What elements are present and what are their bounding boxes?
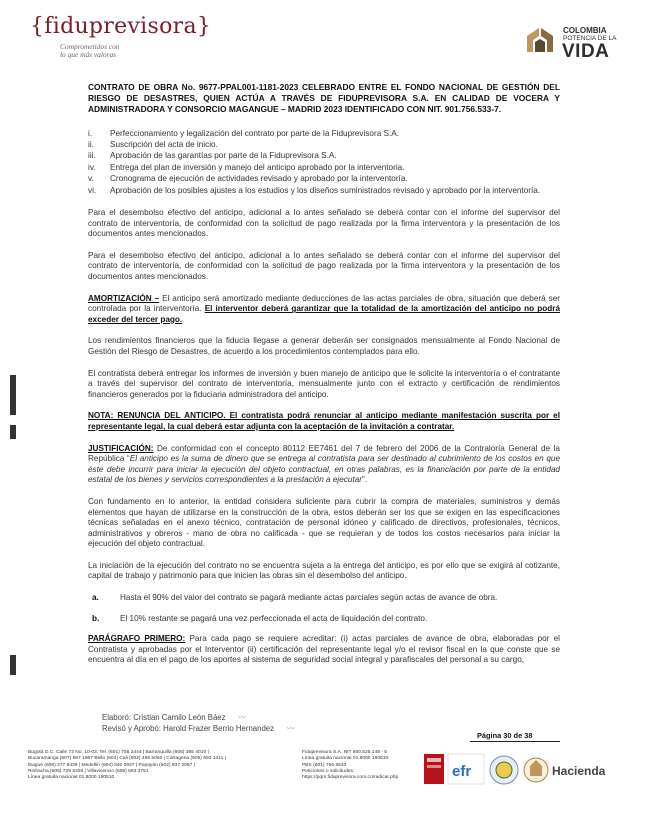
signature-icon: 〰 bbox=[286, 724, 295, 733]
margin-stamp bbox=[10, 655, 16, 675]
list-item: b. El 10% restante se pagará una vez perfeccionada el acta de liquidación del contrato. bbox=[92, 613, 428, 623]
list-item: v. Cronograma de ejecución de actividades revisado y aprobado por la interventoría. bbox=[88, 174, 408, 184]
amortization-paragraph: AMORTIZACIÓN – El anticipo será amortizado mediante deducciones de las actas parciales de obra, situación que deberá ser controlada por la interventoría. El interventor deberá garantizar que la totalidad de la amortización del anticipo no podrá exceder del tercer pago. bbox=[88, 293, 560, 324]
colombia-mark-icon bbox=[525, 26, 555, 56]
list-item: i. Perfeccionamiento y legalización del contrato por parte de la Fiduprevisora S.A. bbox=[88, 128, 399, 138]
elaboro-line: Elaboró: Cristian Camilo León Báez 〰 bbox=[102, 713, 246, 722]
paragraph: Los rendimientos financieros que la fiducia llegase a generar deberán ser consignados mensualmente al Fondo Nacional de Gestión del Riesgo de Desastres, de acuerdo a los procedimientos contemplados para ello. bbox=[88, 336, 560, 356]
svg-text:efr: efr bbox=[452, 763, 472, 780]
page-number: Página 30 de 38 bbox=[477, 731, 533, 740]
signature-block bbox=[102, 712, 294, 734]
certification-logos-icon bbox=[424, 752, 634, 792]
paragraph: Con fundamento en lo anterior, la entidad considera suficiente para cubrir la compra de materiales, suministros y demás elementos que hayan de utilizarse en la construcción de la obra, estos deberán ser los que se exigen en las especificaciones técnicas señaladas en el anexo técnico, contratación de personal idóneo y calificado de directivos, profesionales, técnicos, administrativos y obreros - mano de obra no calificada - que se requieran y de todos los costos necesarios para iniciar la ejecución del objeto contractual. bbox=[88, 496, 560, 549]
list-item: vi. Aprobación de los posibles ajustes a los estudios y los diseños suministrados revisado y aprobado por la interventoría. bbox=[88, 185, 541, 195]
list-item: iii. Aprobación de las garantías por parte de la Fiduprevisora S.A. bbox=[88, 151, 337, 161]
list-item: iv. Entrega del plan de inversión y manejo del anticipo aprobado por la interventoria. bbox=[88, 162, 405, 172]
document-title: CONTRATO DE OBRA No. 9677-PPAL001-1181-2023 CELEBRADO ENTRE EL FONDO NACIONAL DE GESTIÓN DEL RIESGO DE DESASTRES, QUIEN ACTÚA A TRAVÉS DE FIDUPREVISORA S.A. EN CALIDAD DE VOCERA Y ADMINISTRADORA Y CONSORCIO MAGANGUE – MADRID 2023 IDENTIFICADO CON NIT. 901.756.533-7. bbox=[88, 82, 560, 115]
paragraph: El contratista deberá entregar los informes de inversión y buen manejo de anticipo que le solicite la interventoría o el contratante a través del supervisor del contrato de interventoría, mensualmente junto con el extracto y certificación de rendimientos financieros generados por la fiduciaria administradora del anticipo. bbox=[88, 368, 560, 399]
paragraph: Para el desembolso efectivo del anticipo, adicional a lo antes señalado se deberá contar con el informe del supervisor del contrato de interventoría, de conformidad con la solicitud de pago realizada por la firma interventora y la presentación de los documentos antes mencionados. bbox=[88, 208, 560, 239]
footer-contact: Fiduprevisora S.A. NIT 860.525.148 - 5 Línea gratuita nacional 01 8000 180510 PBX (601) 756 6633 Peticiones o solicitudes: https://pqrs.fiduprevisora.com.co/radicar.php bbox=[302, 750, 399, 781]
paragraph: Para el desembolso efectivo del anticipo, adicional a lo antes señalado se deberá contar con el informe del supervisor del contrato de interventoría, de conformidad con la solicitud de pago realizada por la firma interventora y la presentación de los documentos antes mencionados. bbox=[88, 250, 560, 282]
requirements-list bbox=[88, 128, 560, 196]
justification-paragraph: JUSTIFICACIÓN: De conformidad con el concepto 80112 EE7461 del 7 de febrero del 2006 de la Contraloría General de la República “El anticipo es la suma de dinero que se entrega al contratista para ser destinado al cubrimiento de los costos en que éste debe incurrir para iniciar la ejecución del objeto contractual, en otras palabras, es la financiación por parte de la entidad estatal de los bienes y servicios correspondientes a la prestación a ejecutar”. bbox=[88, 443, 560, 485]
list-item: a. Hasta el 90% del valor del contrato se pagará mediante actas parciales según actas de avance de obra. bbox=[92, 593, 498, 603]
signature-icon: 〰 bbox=[237, 713, 246, 722]
footer-certification-logos bbox=[424, 752, 634, 792]
footer-offices: Bogotá D.C. Calle 72 No. 10-03, Tel. (601) 756 2444 | Barranquilla (605) 385 4010 | Bucaramanga (607) 697 1867 Bello (604) Cali (602) 485 5060 | Cartagena (605) 693 1411 | Ibagué (608) 277 8439 | Medellín (604) 340 0937 | Popayán (602) 837 2067 | Riohacha (605) 729 5328 | Villavicencio (608) 683 3751 Línea gratuita nacional 01 8000 180510 bbox=[28, 750, 226, 781]
colombia-potencia-logo: COLOMBIA POTENCIA DE LA VIDA bbox=[525, 24, 635, 64]
reviso-line: Revisó y Aprobó: Harold Frazer Berrio Hernandez 〰 bbox=[102, 724, 295, 733]
nota-paragraph: NOTA: RENUNCIA DEL ANTICIPO. El contratista podrá renunciar al anticipo mediante manifestación suscrita por el representante legal, la cual deberá estar adjunta con la aceptación de la invitación a contratar. bbox=[88, 411, 560, 431]
paragrafo-primero: PARÁGRAFO PRIMERO: Para cada pago se requiere acreditar: (i) actas parciales de avance de obra, elaboradas por el Contratista y aprobadas por el Interventor (ii) certificación del representante legal y/o el revisor fiscal en la que conste que se encuentra al día en el pago de los aportes al sistema de seguridad social integral y parafiscales del personal a su cargo, bbox=[88, 634, 560, 665]
fiduprevisora-logo bbox=[30, 14, 230, 59]
margin-stamp bbox=[10, 425, 16, 439]
document-body bbox=[88, 82, 560, 677]
svg-text:Hacienda: Hacienda bbox=[552, 764, 606, 778]
margin-stamp bbox=[10, 375, 16, 415]
logo-wordmark: {fiduprevisora} bbox=[30, 14, 212, 39]
logo-tagline: Comprometidos con lo que más valoras bbox=[60, 42, 120, 59]
paragraph: La iniciación de la ejecución del contrato no se encuentra sujeta a la entrega del anticipo, es por ello que se exigirá al cotizante, capital de trabajo y patrimonio para que inicien las obras sin el desembolso del anticipo. bbox=[88, 560, 560, 581]
list-item: ii. Suscripción del acta de inicio. bbox=[88, 140, 218, 150]
